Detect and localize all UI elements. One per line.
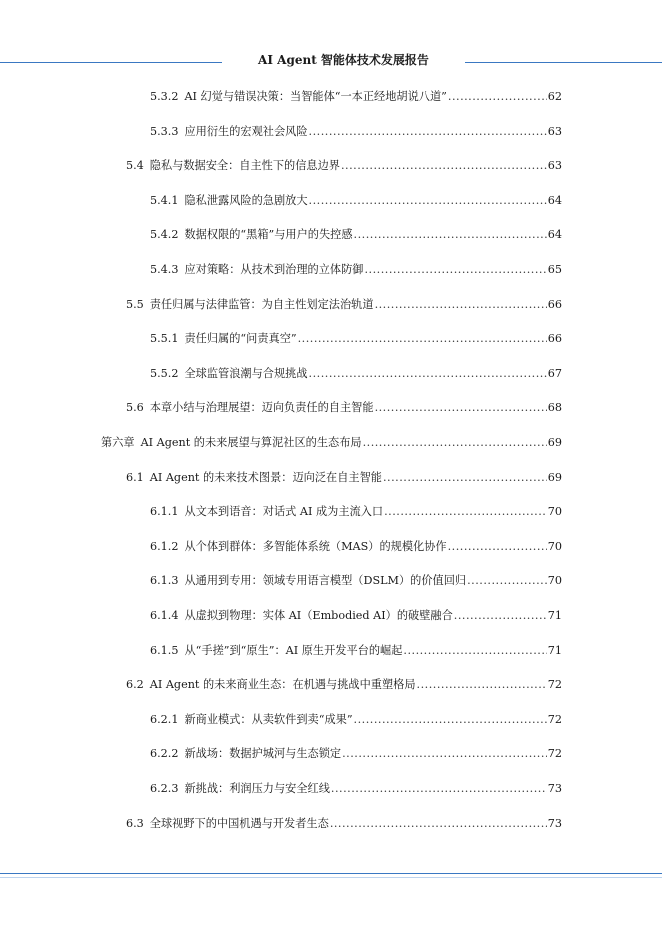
- toc-entry[interactable]: [150, 89, 562, 105]
- toc-entry-title: 从文本到语音：对话式 AI 成为主流入口: [184, 505, 384, 518]
- footer-rule-thin: [0, 877, 662, 878]
- toc-entry-number: 6.1.1: [150, 505, 179, 518]
- toc-entry-page: 66: [547, 298, 562, 311]
- toc-entry-page: 73: [547, 817, 562, 830]
- toc-entry-number: 6.1.4: [150, 609, 179, 622]
- toc-entry-number: 6.2.3: [150, 782, 179, 795]
- toc-entry-title: 数据权限的“黑箱”与用户的失控感: [184, 228, 353, 241]
- toc-entry-title: 新挑战：利润压力与安全红线: [184, 782, 330, 795]
- toc-entry-title: 从“手搓”到“原生”：AI 原生开发平台的崛起: [184, 644, 403, 657]
- toc-entry-page: 69: [547, 436, 562, 449]
- toc-dot-leader: [354, 712, 547, 728]
- toc-dot-leader: [375, 297, 547, 313]
- toc-dot-leader: [454, 608, 547, 624]
- toc-entry[interactable]: [150, 746, 562, 762]
- toc-entry[interactable]: [150, 227, 562, 243]
- toc-entry-number: 6.1: [126, 471, 144, 484]
- toc-entry-number: 6.3: [126, 817, 144, 830]
- toc-entry[interactable]: [126, 158, 562, 174]
- toc-entry-title: 应用衍生的宏观社会风险: [184, 125, 308, 138]
- toc-entry-page: 71: [547, 644, 562, 657]
- toc-entry-page: 63: [547, 159, 562, 172]
- toc-entry[interactable]: [101, 435, 562, 451]
- toc-entry-title: 责任归属与法律监管：为自主性划定法治轨道: [149, 298, 374, 311]
- running-header: [0, 48, 662, 76]
- header-rule-right: [465, 62, 662, 63]
- toc-entry-page: 65: [547, 263, 562, 276]
- toc-entry-number: 6.1.3: [150, 574, 179, 587]
- toc-entry[interactable]: [126, 400, 562, 416]
- toc-dot-leader: [364, 262, 546, 278]
- toc-entry-number: 5.5: [126, 298, 144, 311]
- toc-dot-leader: [309, 366, 547, 382]
- toc-entry-title: 全球监管浪潮与合规挑战: [184, 367, 308, 380]
- toc-entry-number: 6.1.2: [150, 540, 179, 553]
- toc-entry-number: 第六章: [101, 436, 135, 449]
- toc-entry-title: 隐私与数据安全：自主性下的信息边界: [149, 159, 340, 172]
- toc-dot-leader: [467, 573, 547, 589]
- toc-dot-leader: [403, 643, 546, 659]
- toc-entry-page: 73: [547, 782, 562, 795]
- toc-entry-page: 67: [547, 367, 562, 380]
- toc-entry-page: 64: [547, 228, 562, 241]
- toc-entry-title: 新战场：数据护城河与生态锁定: [184, 747, 342, 760]
- toc-entry-page: 69: [547, 471, 562, 484]
- toc-dot-leader: [363, 435, 547, 451]
- toc-entry-page: 71: [547, 609, 562, 622]
- toc-entry-page: 72: [547, 747, 562, 760]
- toc-dot-leader: [330, 816, 547, 832]
- toc-entry-number: 6.1.5: [150, 644, 179, 657]
- toc-entry-page: 72: [547, 713, 562, 726]
- toc-entry-title: 本章小结与治理展望：迈向负责任的自主智能: [149, 401, 374, 414]
- toc-entry-number: 6.2.1: [150, 713, 179, 726]
- toc-entry[interactable]: [150, 331, 562, 347]
- toc-entry[interactable]: [150, 712, 562, 728]
- toc-dot-leader: [448, 89, 547, 105]
- toc-entry-title: AI Agent 的未来技术图景：迈向泛在自主智能: [149, 471, 382, 484]
- toc-entry-page: 70: [547, 574, 562, 587]
- toc-entry-number: 5.5.1: [150, 332, 179, 345]
- toc-dot-leader: [384, 504, 547, 520]
- toc-entry-title: 从个体到群体：多智能体系统（MAS）的规模化协作: [184, 540, 447, 553]
- toc-entry-page: 72: [547, 678, 562, 691]
- toc-entry-number: 6.2: [126, 678, 144, 691]
- toc-entry-page: 62: [547, 90, 562, 103]
- toc-entry-page: 68: [547, 401, 562, 414]
- toc-entry-page: 66: [547, 332, 562, 345]
- toc-entry-number: 5.4: [126, 159, 144, 172]
- toc-entry[interactable]: [150, 193, 562, 209]
- toc-entry-title: 从虚拟到物理：实体 AI（Embodied AI）的破壁融合: [184, 609, 453, 622]
- toc-entry-title: AI 幻觉与错误决策：当智能体“一本正经地胡说八道”: [184, 90, 447, 103]
- toc-entry-title: 新商业模式：从卖软件到卖“成果”: [184, 713, 353, 726]
- toc-dot-leader: [309, 193, 547, 209]
- toc-entry[interactable]: [126, 677, 562, 693]
- toc-entry-title: 从通用到专用：领域专用语言模型（DSLM）的价值回归: [184, 574, 467, 587]
- toc-entry[interactable]: [150, 643, 562, 659]
- toc-entry-title: AI Agent 的未来展望与算泥社区的生态布局: [140, 436, 362, 449]
- toc-entry[interactable]: [126, 297, 562, 313]
- toc-entry[interactable]: [150, 539, 562, 555]
- toc-dot-leader: [342, 746, 547, 762]
- toc-entry-number: 5.4.2: [150, 228, 179, 241]
- toc-dot-leader: [448, 539, 547, 555]
- toc-entry-title: 全球视野下的中国机遇与开发者生态: [149, 817, 329, 830]
- header-title: AI Agent 智能体技术发展报告: [258, 53, 429, 67]
- toc-entry-number: 5.5.2: [150, 367, 179, 380]
- toc-entry-page: 70: [547, 505, 562, 518]
- toc-dot-leader: [375, 400, 547, 416]
- toc-entry[interactable]: [126, 470, 562, 486]
- toc-dot-leader: [341, 158, 547, 174]
- toc-entry-number: 5.3.3: [150, 125, 179, 138]
- toc-dot-leader: [354, 227, 547, 243]
- toc-entry-page: 70: [547, 540, 562, 553]
- toc-entry-title: 隐私泄露风险的急剧放大: [184, 194, 308, 207]
- toc-entry[interactable]: [150, 124, 562, 140]
- toc-dot-leader: [331, 781, 547, 797]
- toc-entry[interactable]: [150, 262, 562, 278]
- toc-entry-title: 应对策略：从技术到治理的立体防御: [184, 263, 364, 276]
- footer-rule: [0, 873, 662, 874]
- toc-entry[interactable]: [150, 573, 562, 589]
- toc-entry[interactable]: [150, 608, 562, 624]
- toc-entry-number: 6.2.2: [150, 747, 179, 760]
- toc-dot-leader: [309, 124, 547, 140]
- toc-entry[interactable]: [150, 366, 562, 382]
- toc-entry-title: AI Agent 的未来商业生态：在机遇与挑战中重塑格局: [149, 678, 416, 691]
- toc-dot-leader: [417, 677, 547, 693]
- toc-entry-number: 5.4.1: [150, 194, 179, 207]
- toc-entry[interactable]: [150, 781, 562, 797]
- header-rule-left: [0, 62, 222, 63]
- toc-entry[interactable]: [150, 504, 562, 520]
- toc-dot-leader: [383, 470, 547, 486]
- toc-entry-number: 5.3.2: [150, 90, 179, 103]
- toc-entry-page: 64: [547, 194, 562, 207]
- toc-entry-page: 63: [547, 125, 562, 138]
- toc-dot-leader: [298, 331, 547, 347]
- toc-entry-number: 5.4.3: [150, 263, 179, 276]
- toc-entry[interactable]: [126, 816, 562, 832]
- toc-entry-number: 5.6: [126, 401, 144, 414]
- toc-entry-title: 责任归属的“问责真空”: [184, 332, 297, 345]
